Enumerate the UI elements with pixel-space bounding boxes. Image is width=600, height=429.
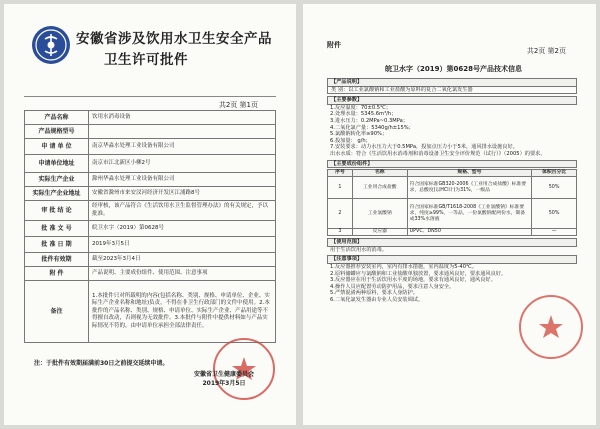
permit-table [24,110,276,343]
page-number: 共2页 第1页 [218,101,258,109]
note-line: 4.操作人员应配置劳动防护用品，要求注意人身安全。 [330,283,455,290]
official-seal-right-icon [518,294,584,360]
usage-line: 用于生活饮用水的消毒。 [330,246,388,253]
param-line: 7.安装要求：动力水压力大于0.5MPa，投加点压力小于5米，通风排水设施良好。 [330,144,518,151]
note-line: 1.反应器推荐安装室内，室内有排水措施，室内温度为5-40℃。 [330,263,478,270]
table-row: 审 批 结 论 经审核，该产品符合《生活饮用水卫生监督管理办法》的有关规定，予以批准。 [25,201,276,221]
tech-info-title: 皖卫水字（2019）第0628号产品技术信息 [385,65,522,73]
table-row: 2 工业氯酸钠 符合国家标准GB/T1618-2008《工业氯酸钠》标准要求，纯度≥99%，一等品，一份氯酸钠配两份水，制备成33%水溶液 50% [328,199,577,229]
param-line: 5.氯酸钠转化率≥90%； [330,131,388,138]
note-line: 5.严禁混淆两种原料，要求人身防护。 [330,290,418,297]
doc-title-line2: 卫生许可批件 [104,52,188,68]
section-header: 【注意事项】 [327,255,577,264]
table-row: 批 准 文 号 皖卫水字（2019）第0628号 [25,221,276,237]
param-line: 1.反应温度：70±0.5℃； [330,104,392,111]
param-line: 4.二氧化氯产量：5340g/h±15%； [330,124,414,131]
left-page [4,4,296,425]
page-number: 共2页 第2页 [526,47,566,55]
footer-note: 注：于批件有效期届满前30日之前提交延续申请。 [34,360,169,367]
note-line: 2.原料储罐应与氯酸钠和工业盐酸单独放置，要求通风良好，要求通风良好。 [330,270,507,277]
table-row: 申请单位地址 南京市江北新区小柳2号 [25,155,276,173]
section-header: 【主要成份组件】 [327,160,577,169]
issuer-name: 安徽省卫生健康委员会 [194,371,255,378]
table-row: 实际生产企业 滁州华淼水处理工业设备有限公司 [25,173,276,187]
section-header: 【产品说明】 [327,78,577,87]
materials-table [327,169,577,236]
table-row: 申 请 单 位 南京华淼水处理工业设备有限公司 [25,139,276,155]
section-header: 【主要参数】 [327,96,577,105]
param-line: 出水水质：符合《生活饮用水消毒剂和消毒设备卫生安全评价规范（试行）》（2005）的要求。 [330,150,546,157]
table-row: 备注 1.本批件只对所载明的内容(包括名称、类别、规格、申请单位、企业、实际生产企业名称和地址)负责，不得在非卫生行政部门的文件中使用。2.本批件的产品名称、类别、规格、申请单位、实际生产企业、产品用途等不得擅自改动，否则视为无效批件。3.本批件与附件中提供材料如与产品实际情况不符的，由申请单位承担全部法律责任。 [25,281,276,343]
table-row: 批 准 日 期 2019年3月5日 [25,237,276,253]
official-seal-left-icon [212,337,276,401]
issue-date: 2019年3月5日 [202,380,246,387]
note-line: 6.二氧化氯发生器由专业人员安装调试。 [330,296,424,303]
table-row: 3 反应器 UPVC、DN50 — [328,229,577,236]
table-row: 批件有效期 截至2023年3月4日 [25,253,276,267]
note-line: 3.反应器应在用于生活饮用水平度的场地，要求有通风良好，通风良好。 [330,277,496,284]
section-header: 【使用范围】 [327,238,577,247]
table-header-row: 序号 名称 规格、型号 体积百分比 [328,170,577,177]
table-row: 产品名称 饮用水消毒设备 [25,111,276,125]
right-page [303,4,596,425]
table-row: 1 工业用合成盐酸 符合国家标准GB320-2006《工业用合成盐酸》标准要求，总酸度(以HCl计)为31%，一级品 50% [328,177,577,199]
doc-title-line1: 安徽省涉及饮用水卫生安全产品 [76,31,272,47]
health-emblem-icon [31,25,71,65]
param-line: 3.进水压力：0.2MPa~0.3MPa； [330,117,409,124]
category-line: 类 别：以工业氯酸钠和工业盐酸为原料的复合二氧化氯发生器 [327,87,577,95]
table-row: 附 件 产品说明、主要成份组件、使用范围、注意事项 [25,267,276,281]
param-line: 6.投加量： g/h； [330,137,371,144]
table-row: 产品规格型号 [25,125,276,139]
attachment-label: 附件 [327,41,341,49]
param-line: 2.处理水量：5345.6m³/h； [330,111,397,118]
tech-info-body [327,78,577,303]
title-divider [24,96,276,97]
table-row: 实际生产企业地址 安徽省滁州市来安汊河经济开发区江浦路8号 [25,187,276,201]
